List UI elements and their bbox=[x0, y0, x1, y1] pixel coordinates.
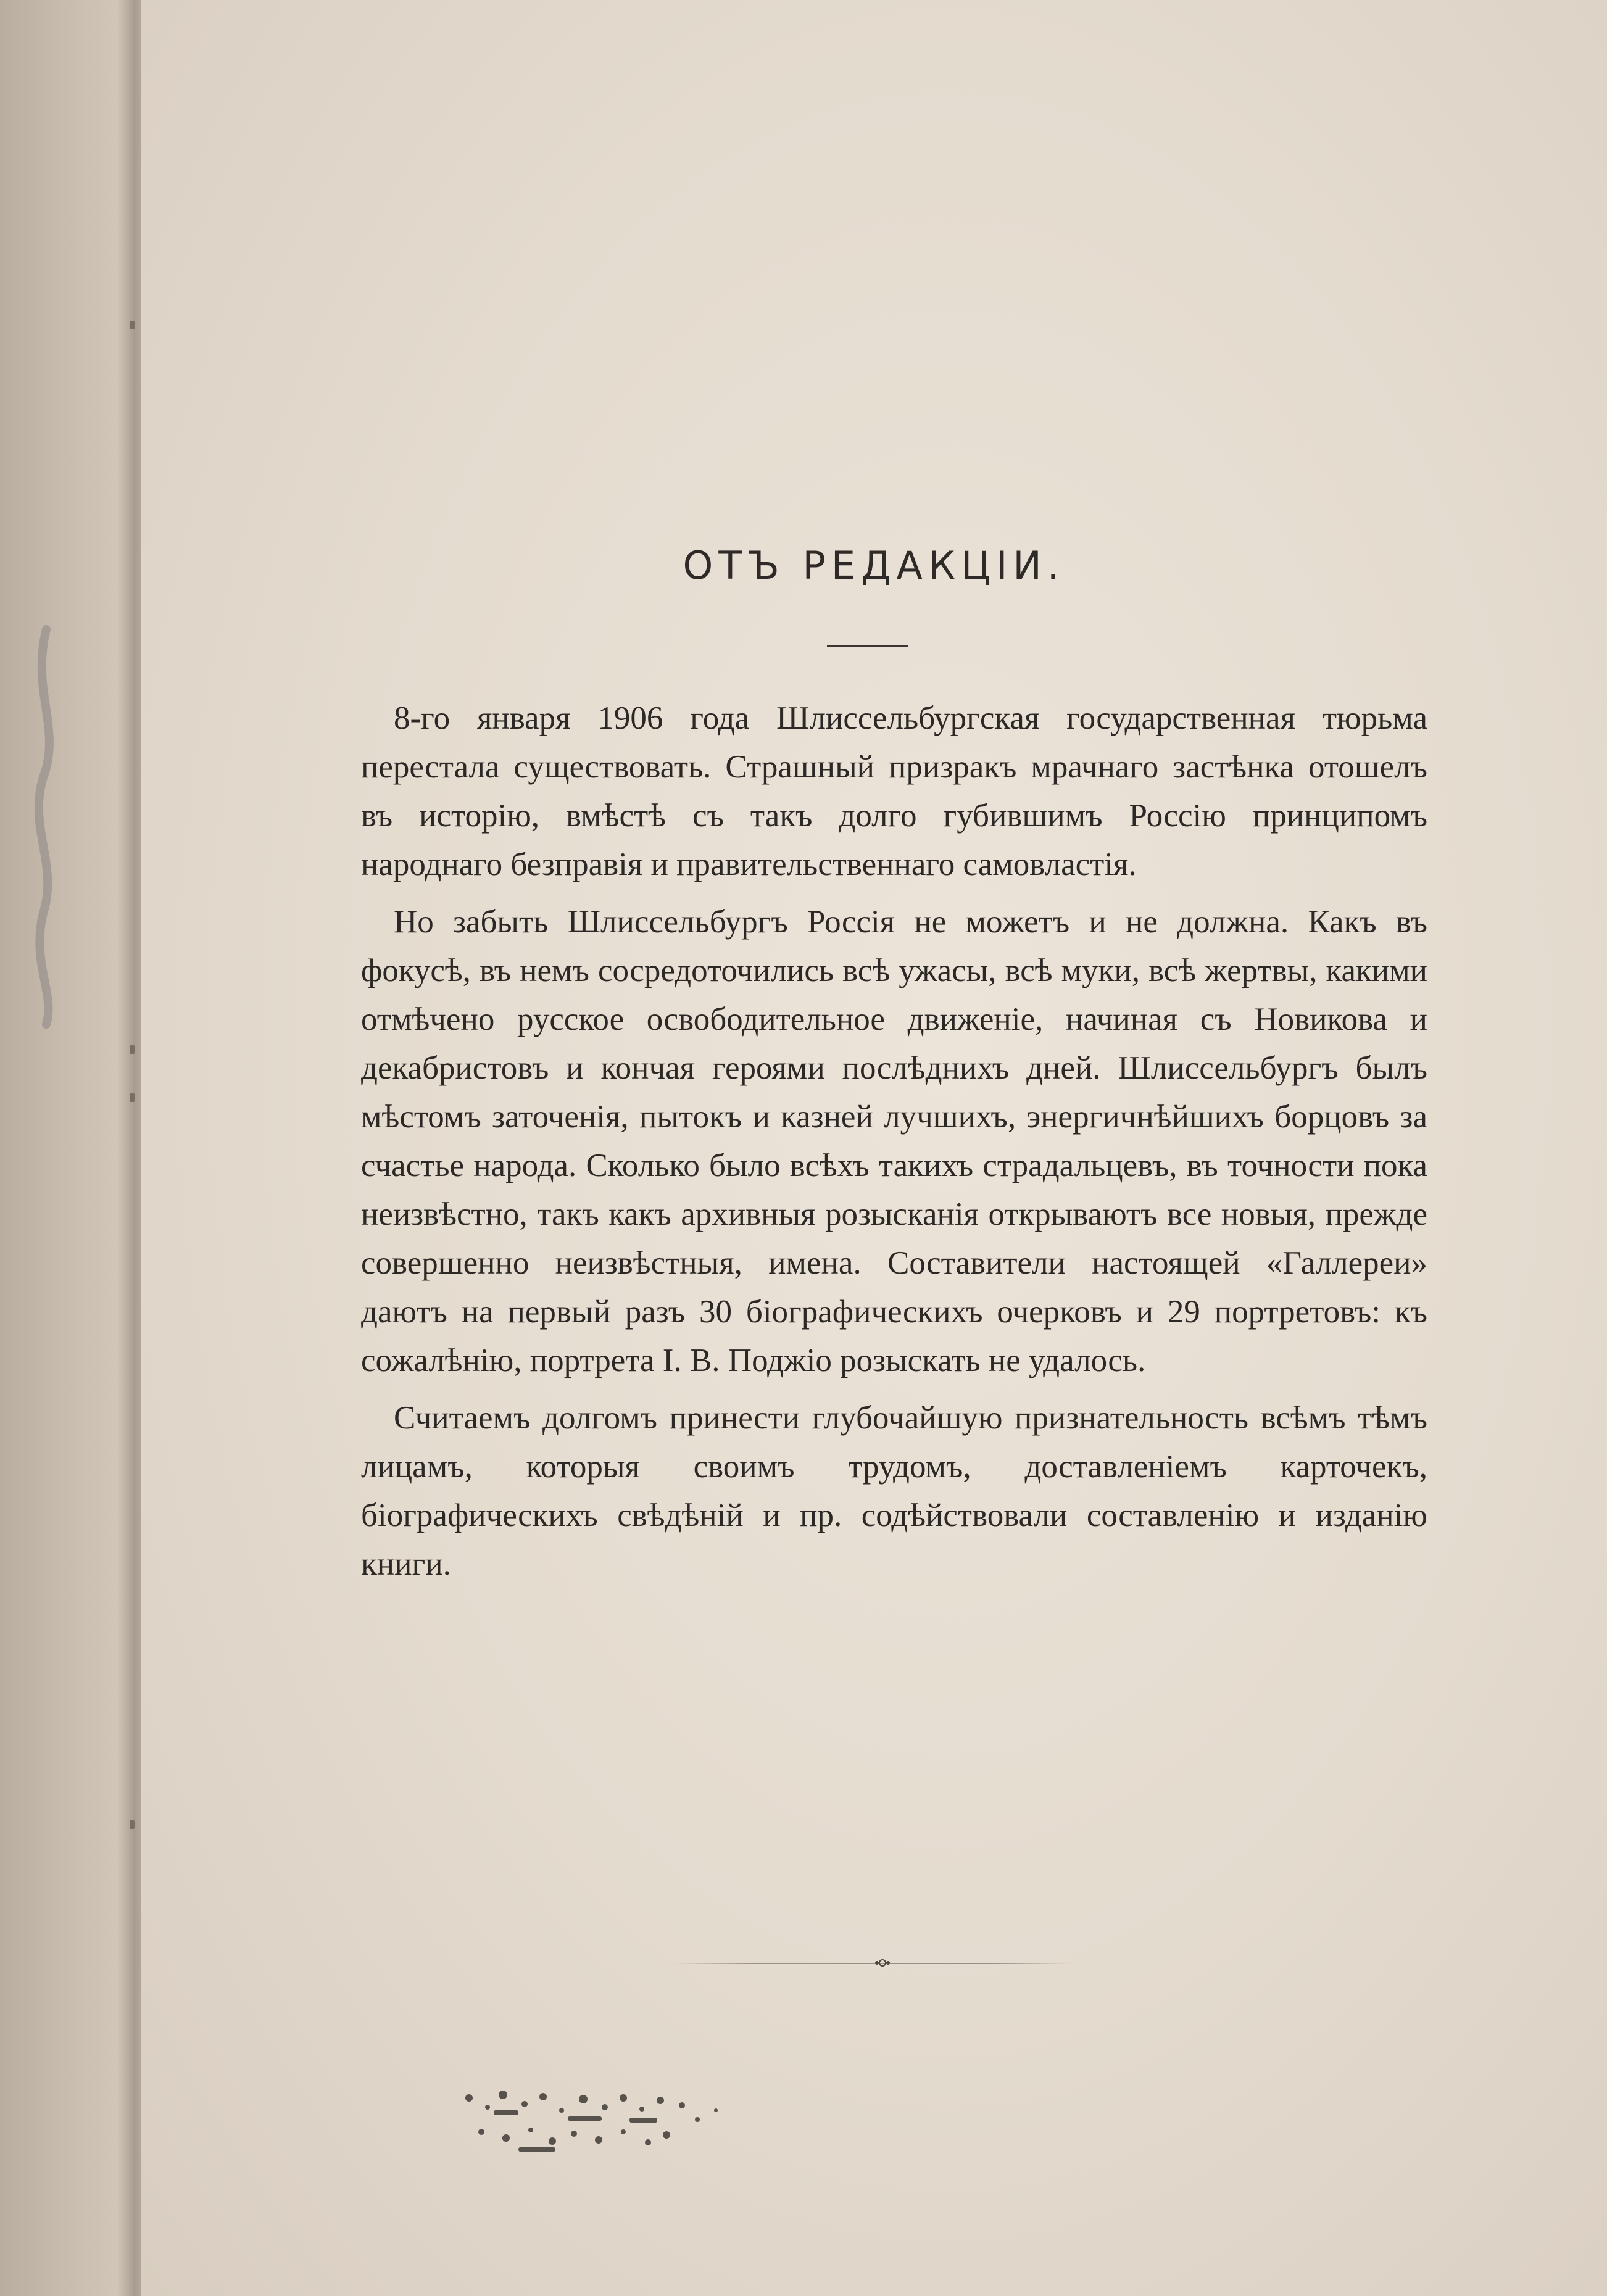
binding-stitch bbox=[130, 1093, 135, 1102]
paragraph: Считаемъ долгомъ принести глубочайшую признательность всѣмъ тѣмъ лицамъ, которыя своимъ трудомъ, доставленіемъ карточекъ, біографическихъ свѣдѣній и пр. содѣйствовали составленію и изданію книги. bbox=[361, 1400, 1427, 1582]
page-title: ОТЪ РЕДАКЦІИ. bbox=[683, 543, 1065, 588]
binding-stitch bbox=[130, 321, 135, 329]
library-stamp-smudge bbox=[444, 2073, 790, 2166]
previous-page-edge bbox=[0, 0, 133, 2296]
paragraph: Но забыть Шлиссельбургъ Россія не можетъ и не должна. Какъ въ фокусѣ, въ немъ сосредоточились всѣ ужасы, всѣ муки, всѣ жертвы, какими отмѣчено русское освободительное движеніе, начиная съ Новикова и декабристовъ и кончая героями послѣднихъ дней. Шлиссельбургъ былъ мѣстомъ заточенія, пытокъ и казней лучшихъ, энергичнѣйшихъ борцовъ за счастье народа. Сколько было всѣхъ такихъ страдальцевъ, въ точности пока неизвѣстно, такъ какъ архивныя розысканія открываютъ все новыя, прежде совершенно неизвѣстныя, имена. Составители настоящей «Галлереи» даютъ на первый разъ 30 біографическихъ очерковъ и 29 портретовъ: къ сожалѣнію, портрета І. В. Поджіо розыскать не удалось. bbox=[361, 904, 1427, 1378]
ornament-flourish-icon bbox=[873, 1954, 892, 1972]
faded-ink-mark bbox=[19, 617, 74, 1037]
title-rule bbox=[827, 645, 908, 647]
paragraph: 8-го января 1906 года Шлиссельбургская государственная тюрьма перестала существовать. Страшный призракъ мрачнаго застѣнка отошелъ въ исторію, вмѣстѣ съ такъ долго губившимъ Россію принципомъ народнаго безправія и правительственнаго самовластія. bbox=[361, 700, 1427, 882]
editorial-text bbox=[361, 694, 1427, 1598]
binding-stitch bbox=[130, 1045, 135, 1054]
binding-stitch bbox=[130, 1820, 135, 1829]
